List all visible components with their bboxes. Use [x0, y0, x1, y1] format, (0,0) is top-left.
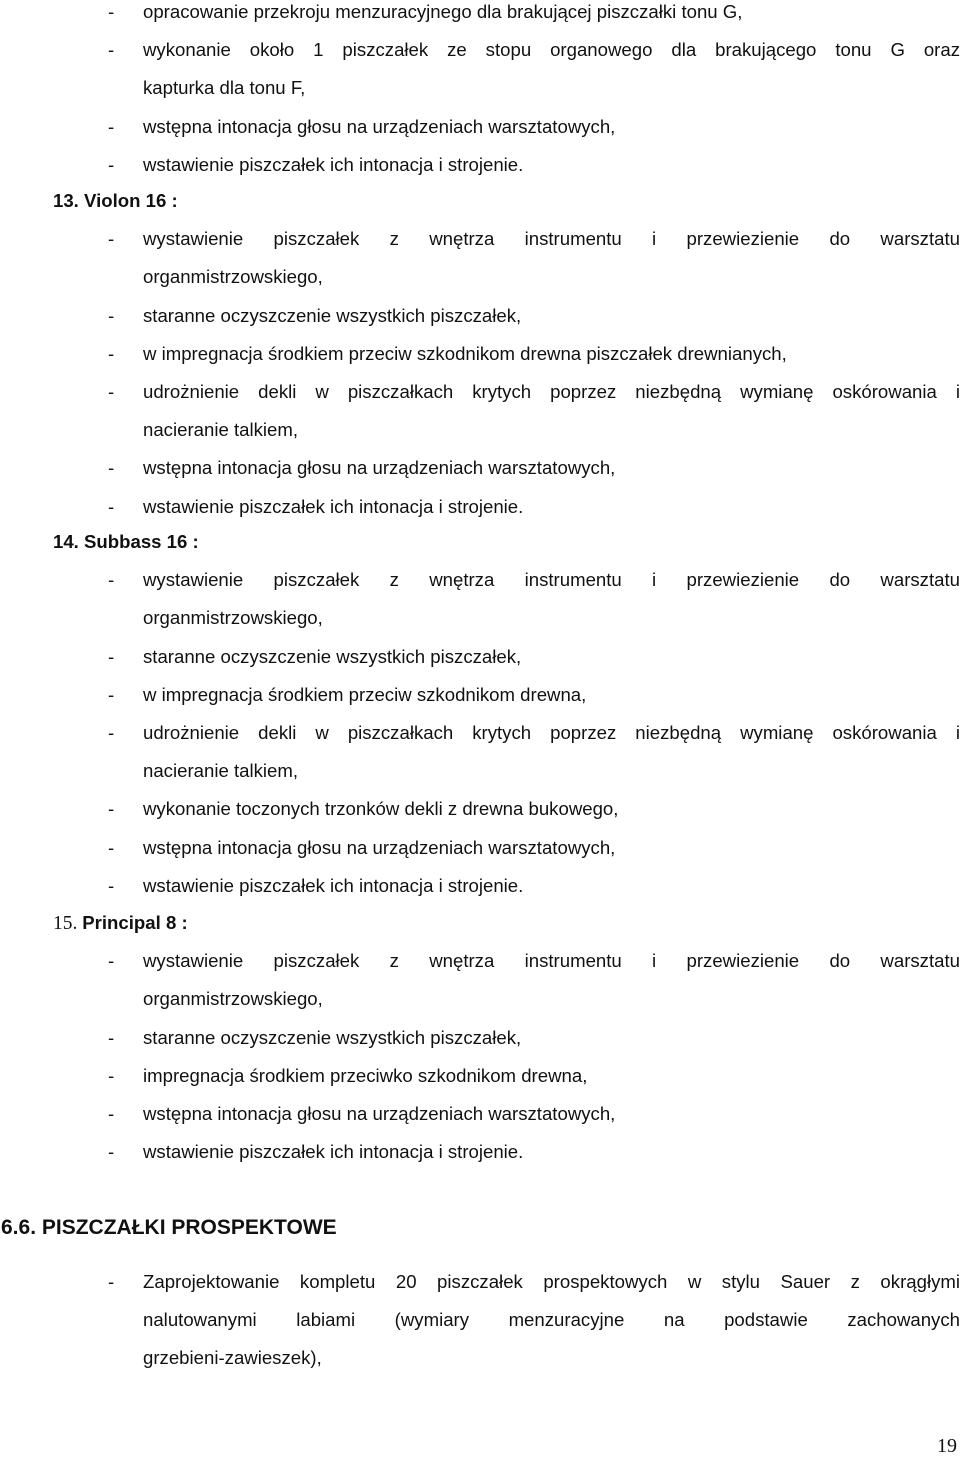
item-text: wstawienie piszczałek ich intonacja i strojenie. [143, 153, 524, 175]
subsection-number: 15. [53, 913, 83, 934]
item-text: grzebieni-zawieszek), [143, 1347, 322, 1369]
bullet-dash: - [108, 39, 115, 61]
item-text: Zaprojektowanie kompletu 20 piszczałek prospektowych w stylu Sauer z okrągłymi [143, 1271, 960, 1292]
subsection-number: 13. [53, 190, 85, 211]
subsection-title: Principal 8 : [82, 912, 188, 933]
item-text: wystawienie piszczałek z wnętrza instrumentu i przewiezienie do warsztatu [143, 228, 960, 250]
item-text: nalutowanymi labiami (wymiary menzuracyjne na podstawie zachowanych [143, 1309, 960, 1331]
bullet-dash: - [108, 874, 115, 896]
item-text: wstawienie piszczałek ich intonacja i strojenie. [143, 874, 524, 896]
bullet-dash: - [108, 1026, 115, 1048]
bullet-dash: - [108, 495, 115, 517]
item-text: opracowanie przekroju menzuracyjnego dla brakującej piszczałki tonu G, [143, 1, 743, 22]
bullet-dash: - [108, 645, 115, 667]
item-text: impregnacja środkiem przeciwko szkodnikom drewna, [143, 1064, 588, 1086]
bullet-dash: - [108, 1103, 115, 1124]
item-text: wystawienie piszczałek z wnętrza instrumentu i przewiezienie do warsztatu [143, 950, 960, 972]
item-text: staranne oczyszczenie wszystkich piszczałek, [143, 1026, 522, 1048]
bullet-dash: - [108, 950, 115, 972]
item-text: organmistrzowskiego, [143, 607, 323, 629]
bullet-dash: - [108, 342, 115, 364]
subsection-heading-principal [53, 911, 188, 936]
bullet-dash: - [108, 1, 115, 22]
item-text: wstępna intonacja głosu na urządzeniach warsztatowych, [143, 1103, 616, 1124]
item-text: udrożnienie dekli w piszczałkach krytych poprzez niezbędną wymianę oskórowania i [143, 381, 960, 402]
subsection-title: Violon 16 : [84, 190, 178, 211]
bullet-dash: - [108, 569, 115, 591]
section-title: 6.6. PISZCZAŁKI PROSPEKTOWE [1, 1216, 337, 1239]
bullet-dash: - [108, 115, 115, 137]
subsection-title: Subbass 16 : [84, 531, 199, 552]
item-text: w impregnacja środkiem przeciw szkodnikom drewna piszczałek drewnianych, [143, 342, 787, 364]
bullet-dash: - [108, 304, 115, 326]
item-text: kapturka dla tonu F, [143, 77, 306, 99]
bullet-dash: - [108, 228, 115, 250]
item-text: organmistrzowskiego, [143, 988, 323, 1010]
item-text: nacieranie talkiem, [143, 760, 299, 782]
subsection-number: 14. [53, 531, 85, 552]
bullet-dash: - [108, 798, 115, 820]
subsection-heading-violon [53, 189, 178, 213]
bullet-dash: - [108, 1271, 115, 1292]
item-text: wykonanie toczonych trzonków dekli z drewna bukowego, [143, 798, 619, 820]
bullet-dash: - [108, 722, 115, 743]
item-text: wstawienie piszczałek ich intonacja i strojenie. [143, 495, 524, 517]
bullet-dash: - [108, 683, 115, 705]
item-text: wykonanie około 1 piszczałek ze stopu organowego dla brakującego tonu G oraz [143, 39, 960, 61]
item-text: udrożnienie dekli w piszczałkach krytych poprzez niezbędną wymianę oskórowania i [143, 722, 960, 743]
bullet-dash: - [108, 1141, 115, 1163]
item-text: w impregnacja środkiem przeciw szkodnikom drewna, [143, 683, 587, 705]
item-text: wstawienie piszczałek ich intonacja i strojenie. [143, 1141, 524, 1163]
item-text: wstępna intonacja głosu na urządzeniach warsztatowych, [143, 115, 616, 137]
item-text: wystawienie piszczałek z wnętrza instrumentu i przewiezienie do warsztatu [143, 569, 960, 591]
item-text: staranne oczyszczenie wszystkich piszczałek, [143, 304, 522, 326]
item-text: staranne oczyszczenie wszystkich piszczałek, [143, 645, 522, 667]
bullet-dash: - [108, 1064, 115, 1086]
item-text: organmistrzowskiego, [143, 266, 323, 288]
item-text: wstępna intonacja głosu na urządzeniach warsztatowych, [143, 836, 616, 858]
bullet-dash: - [108, 457, 115, 479]
bullet-dash: - [108, 836, 115, 858]
item-text: nacieranie talkiem, [143, 419, 299, 441]
bullet-dash: - [108, 381, 115, 402]
page-number: 19 [937, 1435, 957, 1457]
item-text: wstępna intonacja głosu na urządzeniach warsztatowych, [143, 457, 616, 479]
subsection-heading-subbass [53, 530, 199, 554]
bullet-dash: - [108, 153, 115, 175]
